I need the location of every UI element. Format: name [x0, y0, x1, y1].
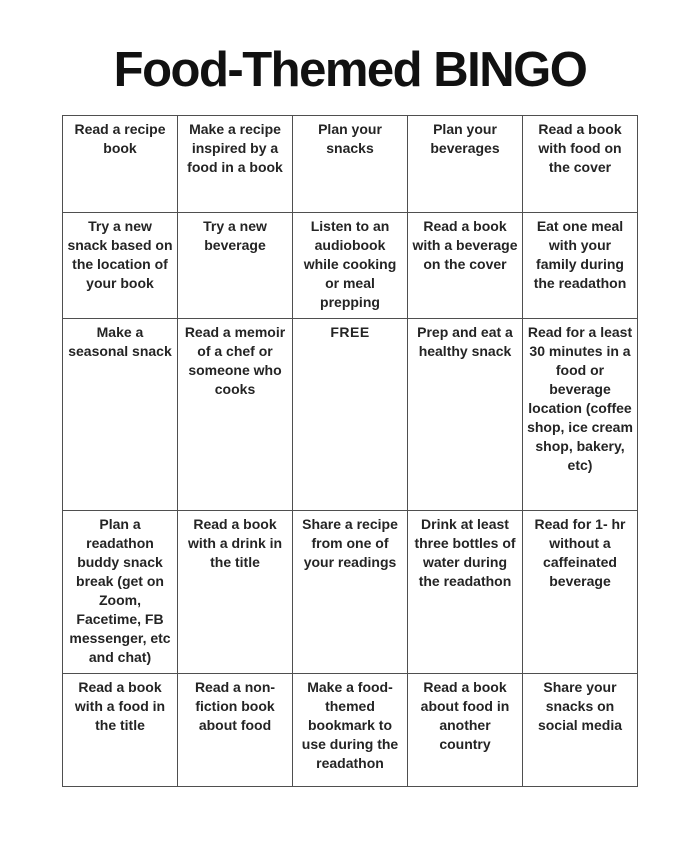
bingo-cell: Read a book with a drink in the title	[178, 511, 293, 674]
bingo-cell: Read a book with a beverage on the cover	[408, 213, 523, 319]
bingo-cell: Plan your beverages	[408, 116, 523, 213]
bingo-cell: Prep and eat a healthy snack	[408, 319, 523, 511]
bingo-cell: Read a non- fiction book about food	[178, 674, 293, 787]
bingo-cell: Read a book about food in another country	[408, 674, 523, 787]
bingo-cell: Try a new beverage	[178, 213, 293, 319]
bingo-row	[63, 319, 638, 511]
bingo-cell: Plan your snacks	[293, 116, 408, 213]
bingo-cell: Read a book with food on the cover	[523, 116, 638, 213]
bingo-cell: Read a memoir of a chef or someone who cooks	[178, 319, 293, 511]
bingo-row	[63, 674, 638, 787]
bingo-cell: Share a recipe from one of your readings	[293, 511, 408, 674]
bingo-cell: Make a food- themed bookmark to use during the readathon	[293, 674, 408, 787]
bingo-row	[63, 511, 638, 674]
bingo-cell: Make a seasonal snack	[63, 319, 178, 511]
bingo-row	[63, 116, 638, 213]
bingo-cell: Try a new snack based on the location of your book	[63, 213, 178, 319]
bingo-row	[63, 213, 638, 319]
bingo-cell: Read a book with a food in the title	[63, 674, 178, 787]
bingo-cell: Read for 1- hr without a caffeinated beverage	[523, 511, 638, 674]
bingo-cell: Listen to an audiobook while cooking or meal prepping	[293, 213, 408, 319]
bingo-grid	[62, 115, 638, 787]
bingo-cell: Read a recipe book	[63, 116, 178, 213]
bingo-cell: Make a recipe inspired by a food in a book	[178, 116, 293, 213]
bingo-cell: Share your snacks on social media	[523, 674, 638, 787]
bingo-cell: Drink at least three bottles of water during the readathon	[408, 511, 523, 674]
bingo-cell-free: FREE	[293, 319, 408, 511]
bingo-cell: Plan a readathon buddy snack break (get on Zoom, Facetime, FB messenger, etc and chat)	[63, 511, 178, 674]
page-title: Food-Themed BINGO	[113, 43, 587, 97]
bingo-cell: Eat one meal with your family during the readathon	[523, 213, 638, 319]
bingo-cell: Read for a least 30 minutes in a food or beverage location (coffee shop, ice cream shop, bakery, etc)	[523, 319, 638, 511]
